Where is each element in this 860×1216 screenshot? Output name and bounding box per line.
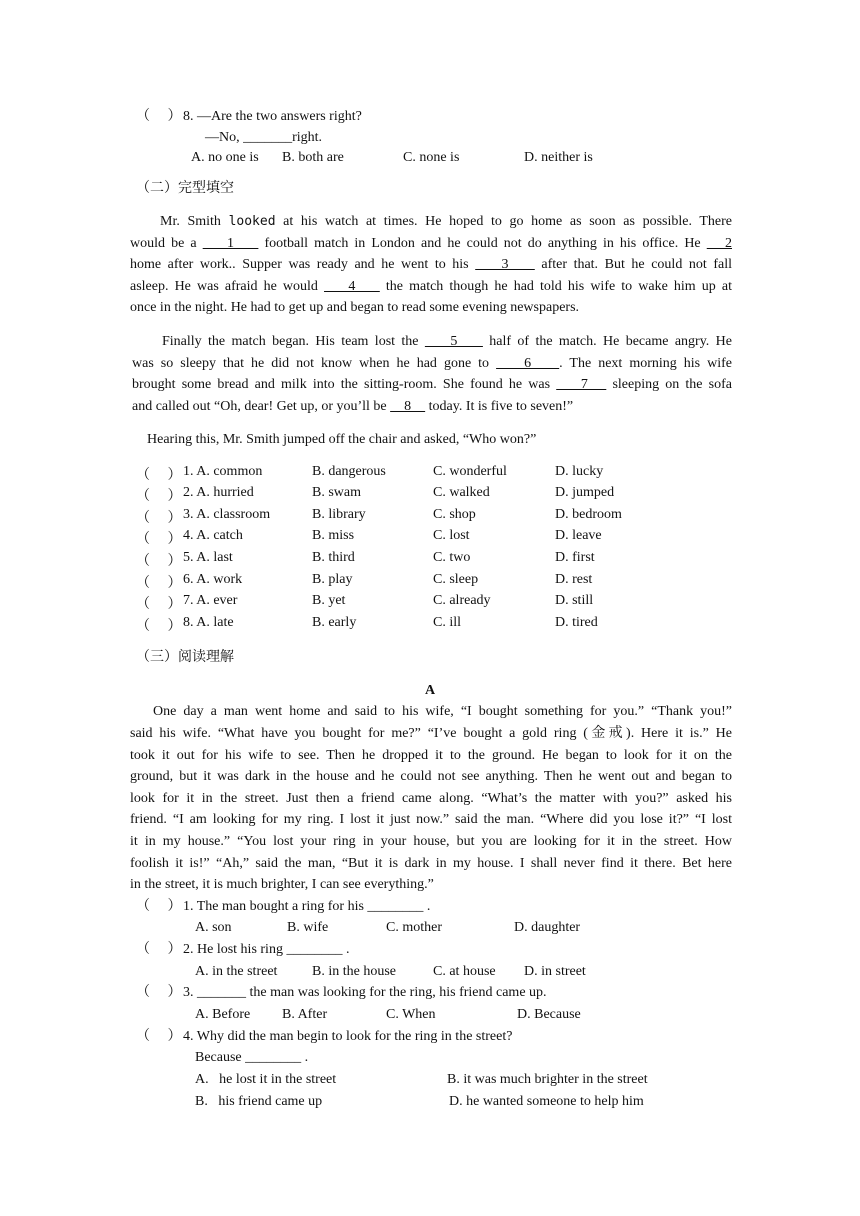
question-because: Because ________ .: [195, 1050, 309, 1065]
blank-6: 6: [496, 356, 560, 371]
answer-paren[interactable]: （ ）: [136, 109, 182, 124]
option-c: C. mother: [386, 920, 442, 935]
passage-line: took it out for his wife to see. Then he dropped it to the ground. He began to look for it on the: [130, 748, 732, 763]
passage-line: ground, but it was dark in the house and he could not see anything. Then he went out and began to: [130, 769, 732, 784]
cloze-question-row: （ ） 3. A. classroom B. library C. shop D. bedroom: [136, 507, 622, 526]
cloze-last-line: Hearing this, Mr. Smith jumped off the chair and asked, “Who won?”: [147, 432, 537, 447]
blank-3: 3: [475, 257, 535, 272]
option-d: D. daughter: [514, 920, 581, 935]
passage-line: in the street, it is much brighter, I can see everything.”: [130, 877, 434, 892]
passage-title: A: [424, 683, 436, 698]
answer-paren[interactable]: （ ）: [136, 576, 182, 591]
section-heading-reading: （三）阅读理解: [136, 649, 234, 665]
answer-paren[interactable]: （ ）: [136, 532, 182, 547]
blank-2: 2: [706, 236, 732, 251]
option-b: B. it was much brighter in the street: [447, 1072, 648, 1087]
option-a: A. son: [195, 920, 232, 935]
question-stem: 3. _______ the man was looking for the ring, his friend came up.: [183, 985, 547, 1000]
cloze-question-row: （ ） 1. A. common B. dangerous C. wonderful D. lucky: [136, 464, 604, 483]
cloze-line: brought some bread and milk into the sitting-room. She found he was 7 sleeping on the sofa: [132, 377, 733, 392]
passage-line: foolish it is!” “Ah,” said the man, “But it is dark in my house. I shall never find it there. Bet here: [130, 856, 732, 871]
question-reply: —No, _______right.: [205, 130, 323, 145]
cloze-line: once in the night. He had to get up and began to read some evening newspapers.: [130, 300, 580, 315]
answer-paren[interactable]: （ ）: [136, 597, 182, 612]
cloze-question-row: （ ） 7. A. ever B. yet C. already D. still: [136, 593, 594, 612]
cloze-line: asleep. He was afraid he would 4 the match though he had told his wife to wake him up at: [130, 279, 732, 294]
answer-paren[interactable]: （ ）: [136, 511, 182, 526]
question-stem: 8. —Are the two answers right?: [183, 109, 362, 124]
answer-paren[interactable]: （ ）: [136, 985, 182, 1000]
blank-8: 8: [390, 399, 426, 414]
option-d: D. neither is: [524, 150, 593, 165]
cloze-line: would be a 1 football match in London and he could not do anything in his office. He 2: [130, 236, 732, 251]
option-d: D. Because: [517, 1007, 581, 1022]
answer-paren[interactable]: （ ）: [136, 899, 182, 914]
option-c: C. none is: [403, 150, 460, 165]
answer-paren[interactable]: （ ）: [136, 554, 182, 569]
option-d: D. he wanted someone to help him: [449, 1094, 644, 1109]
cloze-line: Mr. Smith looked at his watch at times. He hoped to go home as soon as possible. There: [160, 214, 733, 229]
question-stem: 1. The man bought a ring for his ________ .: [183, 899, 431, 914]
cloze-question-row: （ ） 6. A. work B. play C. sleep D. rest: [136, 572, 593, 591]
cloze-line: home after work.. Supper was ready and he went to his 3 after that. But he could not fall: [130, 257, 733, 272]
answer-paren[interactable]: （ ）: [136, 1029, 182, 1044]
answer-paren[interactable]: （ ）: [136, 619, 182, 634]
option-b: B. wife: [287, 920, 329, 935]
cloze-question-row: （ ） 8. A. late B. early C. ill D. tired: [136, 615, 598, 634]
cloze-question-row: （ ） 4. A. catch B. miss C. lost D. leave: [136, 528, 602, 547]
option-a: A. no one is: [191, 150, 259, 165]
cloze-line: Finally the match began. His team lost the 5 half of the match. He became angry. He: [162, 334, 732, 349]
question-stem: 4. Why did the man begin to look for the ring in the street?: [183, 1029, 513, 1044]
passage-line: said his wife. “What have you bought for me?” “I’ve bought a gold ring (金戒). Here it is.” He: [130, 726, 732, 741]
option-d: D. in street: [524, 964, 586, 979]
section-heading-cloze: （二）完型填空: [136, 180, 234, 196]
answer-paren[interactable]: （ ）: [136, 489, 182, 504]
answer-paren[interactable]: （ ）: [136, 468, 182, 483]
option-b: B. both are: [282, 150, 344, 165]
answer-paren[interactable]: （ ）: [136, 942, 182, 957]
passage-line: friend. “I am looking for my ring. I lost it just now.” said the man. “Where did you lose it?” “I lost: [130, 812, 732, 827]
cloze-question-row: （ ） 2. A. hurried B. swam C. walked D. jumped: [136, 485, 615, 504]
blank-1: 1: [202, 236, 259, 251]
passage-line: One day a man went home and said to his wife, “I bought something for you.” “Thank you!”: [153, 704, 732, 719]
option-a: A. in the street: [195, 964, 278, 979]
cloze-line: was so sleepy that he did not know when he had gone to 6 . The next morning his wife: [132, 356, 732, 371]
option-c: C. at house: [433, 964, 496, 979]
blank-7: 7: [556, 377, 607, 392]
question-stem: 2. He lost his ring ________ .: [183, 942, 350, 957]
passage-line: it in my house.” “You lost your ring in your house, but you are looking for it in the street. How: [130, 834, 732, 849]
blank-4: 4: [324, 279, 380, 294]
blank-5: 5: [424, 334, 483, 349]
option-b-second: B. his friend came up: [195, 1094, 323, 1109]
option-b: B. in the house: [312, 964, 396, 979]
option-a: A. Before: [195, 1007, 251, 1022]
cloze-question-row: （ ） 5. A. last B. third C. two D. first: [136, 550, 595, 569]
option-b: B. After: [282, 1007, 328, 1022]
option-a: A. he lost it in the street: [195, 1072, 337, 1087]
option-c: C. When: [386, 1007, 436, 1022]
passage-line: look for it in the street. Just then a friend came along. “What’s the matter with you?” asked his: [130, 791, 732, 806]
cloze-line: and called out “Oh, dear! Get up, or you’ll be 8 today. It is five to seven!”: [132, 399, 574, 414]
